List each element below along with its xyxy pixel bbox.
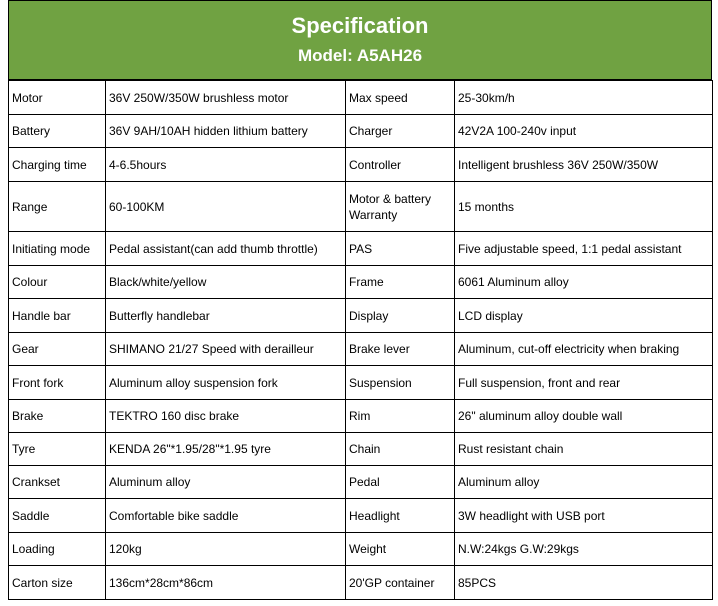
spec-label: Motor & battery Warranty	[346, 182, 455, 232]
spec-label: Rim	[346, 400, 455, 433]
spec-label: Carton size	[9, 566, 106, 600]
spec-value: 4-6.5hours	[106, 148, 346, 182]
spec-sheet	[8, 0, 712, 600]
spec-value: Aluminum, cut-off electricity when braking	[455, 333, 713, 366]
spec-value: 36V 9AH/10AH hidden lithium battery	[106, 115, 346, 148]
spec-label: Charger	[346, 115, 455, 148]
spec-value: KENDA 26"*1.95/28"*1.95 tyre	[106, 433, 346, 466]
spec-label: Front fork	[9, 366, 106, 400]
spec-label: Initiating mode	[9, 232, 106, 266]
spec-label: 20'GP container	[346, 566, 455, 600]
spec-value: 60-100KM	[106, 182, 346, 232]
spec-value: 6061 Aluminum alloy	[455, 266, 713, 299]
spec-value: Aluminum alloy suspension fork	[106, 366, 346, 400]
spec-value: Five adjustable speed, 1:1 pedal assistant	[455, 232, 713, 266]
spec-label: Controller	[346, 148, 455, 182]
spec-label: Gear	[9, 333, 106, 366]
table-row	[9, 499, 713, 533]
spec-label: Suspension	[346, 366, 455, 400]
spec-label: Loading	[9, 533, 106, 566]
table-row	[9, 266, 713, 299]
spec-value: 36V 250W/350W brushless motor	[106, 81, 346, 115]
table-row	[9, 333, 713, 366]
spec-table	[8, 80, 713, 600]
table-row	[9, 148, 713, 182]
spec-value: N.W:24kgs G.W:29kgs	[455, 533, 713, 566]
spec-value: SHIMANO 21/27 Speed with derailleur	[106, 333, 346, 366]
spec-label: Motor	[9, 81, 106, 115]
spec-value: Pedal assistant(can add thumb throttle)	[106, 232, 346, 266]
spec-value: Black/white/yellow	[106, 266, 346, 299]
spec-label: Charging time	[9, 148, 106, 182]
spec-label: Saddle	[9, 499, 106, 533]
spec-label: Weight	[346, 533, 455, 566]
spec-label: Battery	[9, 115, 106, 148]
spec-label: Tyre	[9, 433, 106, 466]
model-label: Model: A5AH26	[297, 46, 423, 65]
table-row	[9, 566, 713, 600]
spec-label: Frame	[346, 266, 455, 299]
table-row	[9, 366, 713, 400]
spec-value: Intelligent brushless 36V 250W/350W	[455, 148, 713, 182]
spec-title: Specification	[291, 13, 429, 38]
table-row	[9, 115, 713, 148]
spec-label: Brake lever	[346, 333, 455, 366]
table-row	[9, 433, 713, 466]
spec-value: Rust resistant chain	[455, 433, 713, 466]
table-row	[9, 466, 713, 499]
spec-label: PAS	[346, 232, 455, 266]
spec-value: Aluminum alloy	[106, 466, 346, 499]
spec-label: Handle bar	[9, 299, 106, 333]
table-row	[9, 400, 713, 433]
spec-value: Comfortable bike saddle	[106, 499, 346, 533]
spec-value: 120kg	[106, 533, 346, 566]
spec-value: LCD display	[455, 299, 713, 333]
spec-value: TEKTRO 160 disc brake	[106, 400, 346, 433]
spec-value: Full suspension, front and rear	[455, 366, 713, 400]
table-row	[9, 81, 713, 115]
spec-value: Butterfly handlebar	[106, 299, 346, 333]
spec-label: Chain	[346, 433, 455, 466]
spec-label: Colour	[9, 266, 106, 299]
table-row	[9, 232, 713, 266]
spec-label: Headlight	[346, 499, 455, 533]
spec-value: 25-30km/h	[455, 81, 713, 115]
spec-value: 15 months	[455, 182, 713, 232]
table-row	[9, 299, 713, 333]
spec-label: Crankset	[9, 466, 106, 499]
spec-label: Pedal	[346, 466, 455, 499]
spec-label: Range	[9, 182, 106, 232]
spec-value: 42V2A 100-240v input	[455, 115, 713, 148]
spec-value: 85PCS	[455, 566, 713, 600]
spec-value: 26" aluminum alloy double wall	[455, 400, 713, 433]
spec-table-body	[9, 81, 713, 600]
table-row	[9, 533, 713, 566]
spec-label: Display	[346, 299, 455, 333]
spec-header	[8, 0, 712, 80]
spec-label: Max speed	[346, 81, 455, 115]
spec-value: 3W headlight with USB port	[455, 499, 713, 533]
spec-label: Brake	[9, 400, 106, 433]
spec-value: 136cm*28cm*86cm	[106, 566, 346, 600]
spec-value: Aluminum alloy	[455, 466, 713, 499]
table-row	[9, 182, 713, 232]
